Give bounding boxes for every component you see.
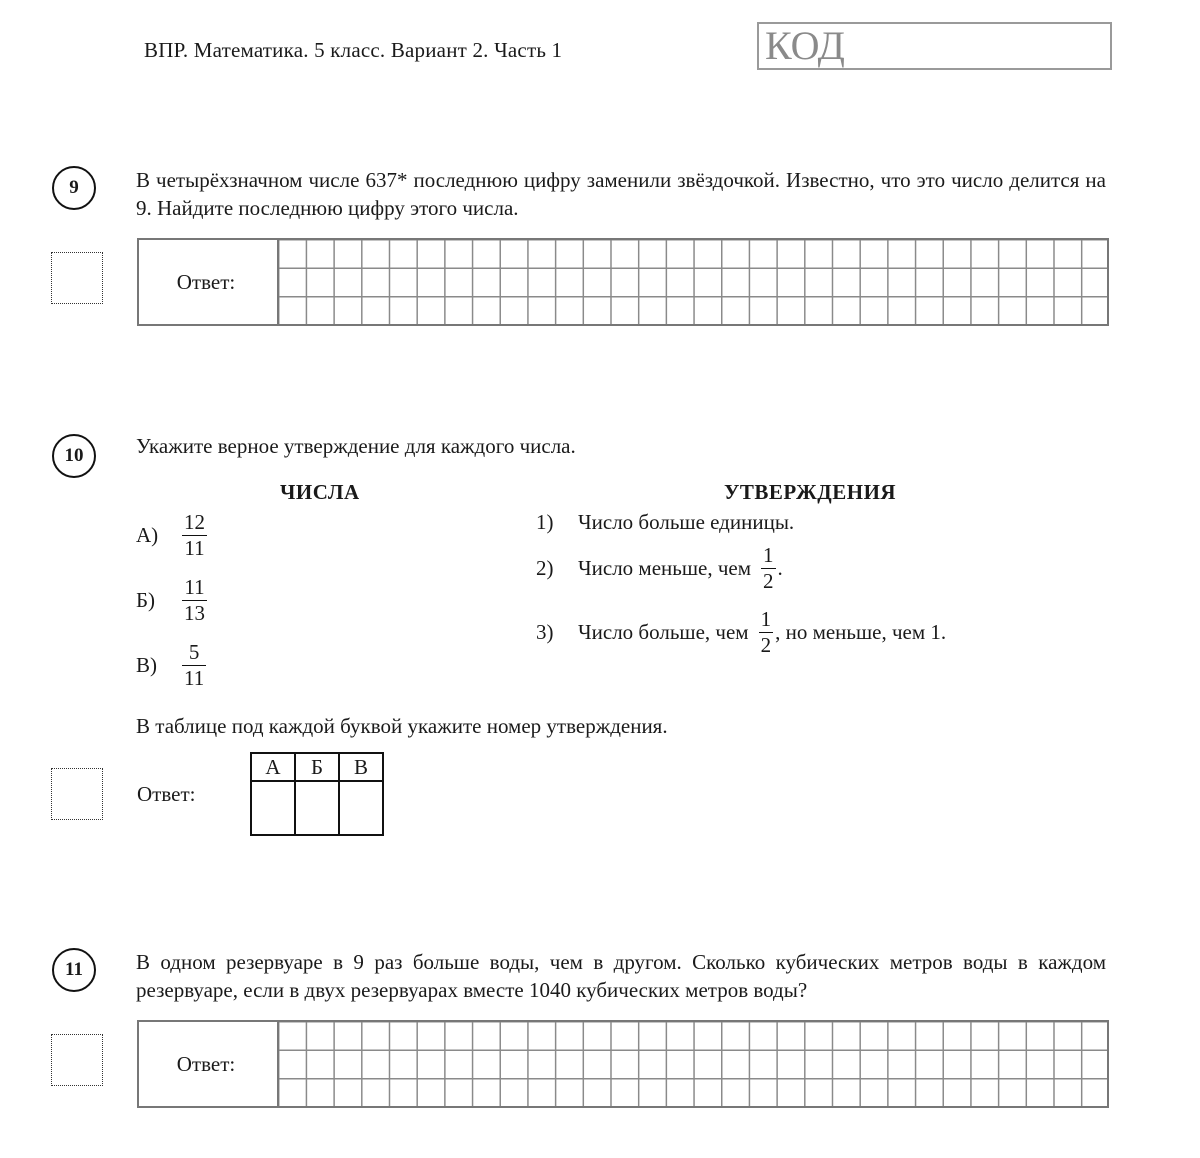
question-10-instruction: В таблице под каждой буквой укажите номер утверждения. [136,714,668,738]
option-b-letter: Б) [136,588,156,612]
question-11-text: В одном резервуаре в 9 раз больше воды, чем в другом. Сколько кубических метров воды в каждом резервуаре, если в двух резервуарах вместе 1040 кубических метров воды? [136,950,1106,1002]
statement-3-number: 3) [536,620,554,644]
statement-2-numerator: 1 [763,543,774,567]
answer-cell-b[interactable] [295,781,339,835]
question-10-answer-table [250,752,384,836]
statement-2-denominator: 2 [763,569,774,593]
statement-1 [536,510,794,535]
option-a-numerator: 12 [184,510,205,534]
statement-2-text-after: . [777,556,783,580]
question-9-answer-label: Ответ: [139,240,279,324]
option-b-denominator: 13 [184,601,205,625]
statements-column-header: УТВЕРЖДЕНИЯ [724,480,897,504]
question-9-answer-cells[interactable] [279,240,1107,324]
option-a-fraction [182,510,207,561]
question-11-number: 11 [52,948,96,992]
statement-3 [536,607,946,658]
statement-3-fraction [759,607,774,658]
statement-1-number: 1) [536,510,554,534]
option-c [136,640,206,691]
question-11-answer-grid[interactable] [137,1020,1109,1108]
question-10-score-box [51,768,103,820]
statement-1-text: Число больше единицы. [578,510,795,534]
option-b-numerator: 11 [184,575,205,599]
table-header-c: В [339,753,383,781]
question-11-answer-cells[interactable] [279,1022,1107,1106]
answer-cell-c[interactable] [339,781,383,835]
option-c-numerator: 5 [188,640,200,664]
option-a [136,510,207,561]
statement-3-text-after: , но меньше, чем 1. [775,620,947,644]
table-header-a: А [251,753,295,781]
option-a-letter: А) [136,523,159,547]
code-field[interactable] [757,22,1112,70]
statement-2-number: 2) [536,556,554,580]
page-header: ВПР. Математика. 5 класс. Вариант 2. Часть 1 [144,38,563,62]
statement-3-numerator: 1 [760,607,772,631]
option-c-fraction [182,640,206,691]
question-11-score-box [51,1034,103,1086]
statement-3-text-before: Число больше, чем [578,620,749,644]
code-label: КОД [765,23,845,68]
statement-2-fraction [761,543,776,594]
question-10-number: 10 [52,434,96,478]
statement-2 [536,543,783,594]
question-11-answer-label: Ответ: [139,1022,279,1106]
numbers-column-header: ЧИСЛА [280,480,360,504]
option-c-letter: В) [136,653,157,677]
table-header-b: Б [295,753,339,781]
question-9-text: В четырёхзначном числе 637* последнюю цифру заменили звёздочкой. Известно, что это число делится на 9. Найдите последнюю цифру этого числа. [136,168,1106,220]
statement-3-denominator: 2 [760,633,772,657]
option-c-denominator: 11 [184,666,205,690]
option-a-denominator: 11 [184,536,205,560]
option-b-fraction [182,575,207,626]
question-9-score-box [51,252,103,304]
option-b [136,575,207,626]
question-9-number: 9 [52,166,96,210]
question-10-text: Укажите верное утверждение для каждого числа. [136,434,576,458]
answer-cell-a[interactable] [251,781,295,835]
statement-2-text-before: Число меньше, чем [578,556,752,580]
question-9-answer-grid[interactable] [137,238,1109,326]
question-10-answer-label: Ответ: [137,782,196,806]
